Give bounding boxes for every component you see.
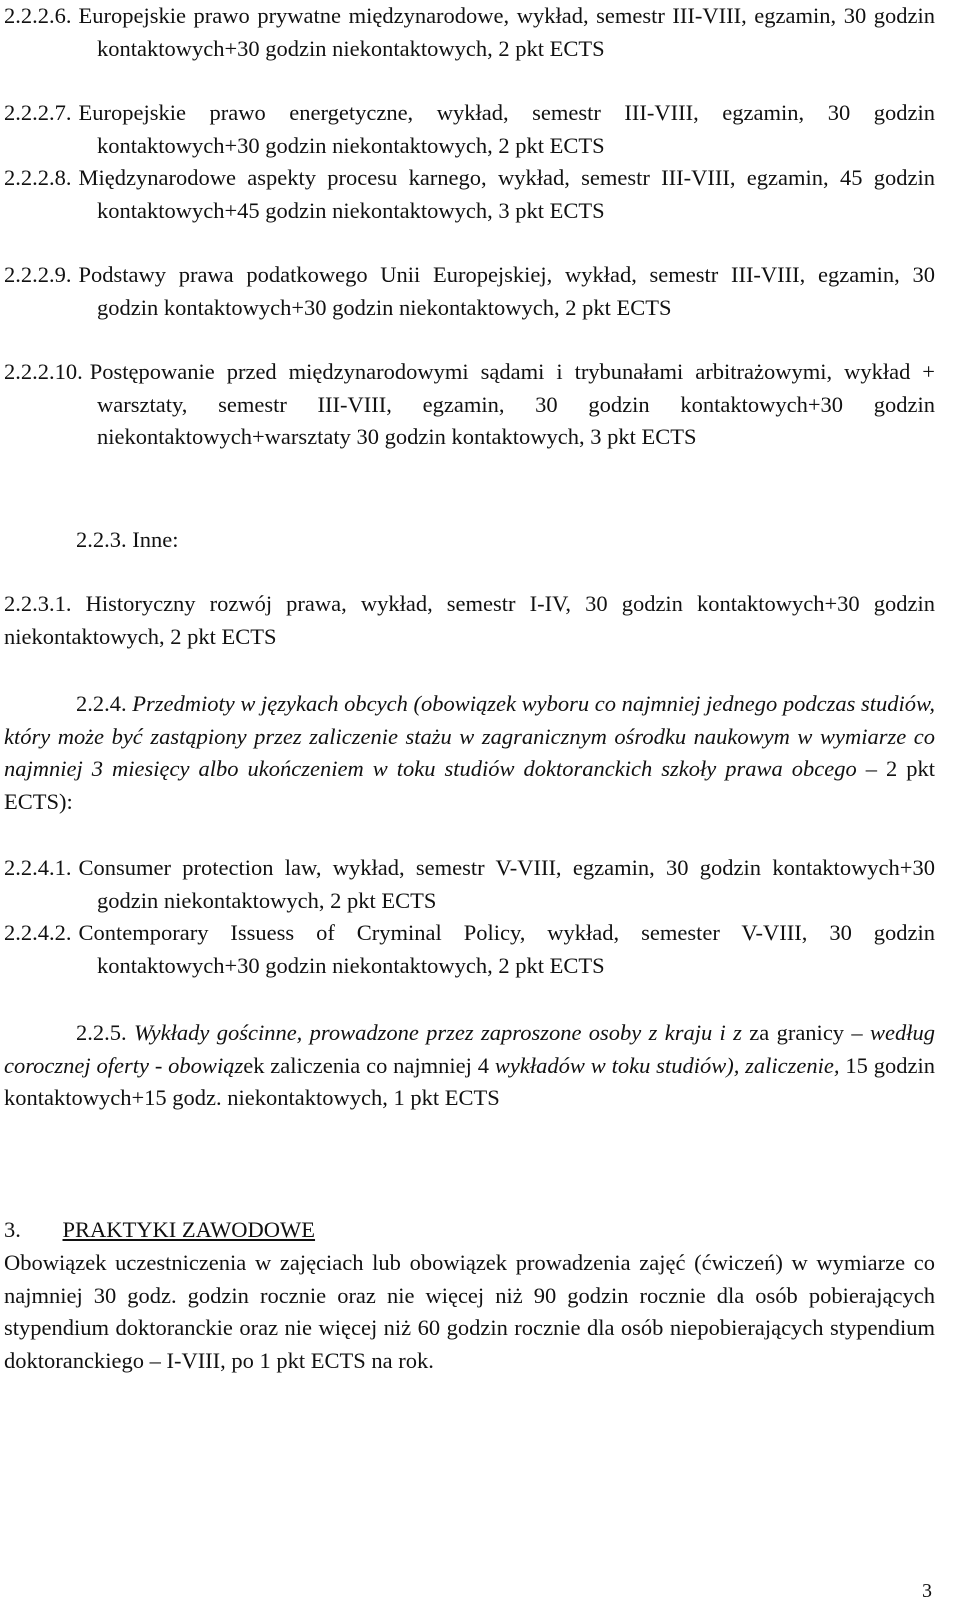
section-italic-text: – według corocznej oferty - obowiąz <box>4 1020 935 1078</box>
item-number: 2.2.4.2. <box>4 920 72 945</box>
section-text: za granicy <box>749 1020 845 1045</box>
section-paragraph <box>4 688 935 818</box>
section-text: 15 godzin kontaktowych+15 godz. niekontaktowych, 1 pkt ECTS <box>4 1052 935 1110</box>
section-heading: 2.2.3. Inne: <box>76 527 179 552</box>
chapter-title: PRAKTYKI ZAWODOWE <box>62 1217 316 1242</box>
item-text: Europejskie prawo prywatne międzynarodowe, wykład, semestr III-VIII, egzamin, 30 godzin kontaktowych+30 godzin niekontaktowych, 2 pkt ECTS <box>78 3 935 61</box>
list-item <box>4 97 935 162</box>
chapter-number: 3. <box>4 1217 21 1242</box>
list-item <box>4 588 935 653</box>
list-item <box>4 917 935 982</box>
item-number: 2.2.3.1. <box>4 591 72 616</box>
item-number: 2.2.4.1. <box>4 855 72 880</box>
item-number: 2.2.2.10. <box>4 359 83 384</box>
item-number: 2.2.2.8. <box>4 165 72 190</box>
list-item <box>4 852 935 917</box>
section-italic-text: Przedmioty w językach obcych (obowiązek wyboru co najmniej jednego podczas studiów, który może być zastąpiony przez zaliczenie stażu w zagranicznym ośrodku naukowym w wymiarze co najmniej 3 miesięcy albo ukończeniem w toku studiów doktoranckich szkoły prawa obcego – <box>4 691 936 781</box>
item-text: Międzynarodowe aspekty procesu karnego, wykład, semestr III-VIII, egzamin, 45 godzin kontaktowych+45 godzin niekontaktowych, 3 pkt ECTS <box>78 165 935 223</box>
item-text: Europejskie prawo energetyczne, wykład, semestr III-VIII, egzamin, 30 godzin kontaktowych+30 godzin niekontaktowych, 2 pkt ECTS <box>78 100 935 158</box>
section-number: 2.2.4. <box>76 691 127 716</box>
section-number: 2.2.5. <box>76 1020 127 1045</box>
section-paragraph <box>4 1017 935 1115</box>
list-item <box>4 356 935 454</box>
list-item <box>4 0 935 65</box>
list-item <box>4 162 935 227</box>
item-text: Postępowanie przed międzynarodowymi sądami i trybunałami arbitrażowymi, wykład + warsztaty, semestr III-VIII, egzamin, 30 godzin kontaktowych+30 godzin niekontaktowych+warsztaty 30 godzin kontaktowych, 3 pkt ECTS <box>89 359 935 449</box>
item-number: 2.2.2.7. <box>4 100 72 125</box>
item-number: 2.2.2.6. <box>4 3 72 28</box>
section-text: 2 pkt ECTS): <box>4 756 935 814</box>
chapter-heading <box>4 1214 935 1247</box>
section-italic-text: wykładów w toku studiów), zaliczenie, <box>494 1052 840 1078</box>
item-text: Contemporary Issuess of Cryminal Policy, wykład, semester V-VIII, 30 godzin kontaktowych+30 godzin niekontaktowych, 2 pkt ECTS <box>78 920 935 978</box>
item-text: Podstawy prawa podatkowego Unii Europejskiej, wykład, semestr III-VIII, egzamin, 30 godzin kontaktowych+30 godzin niekontaktowych, 2 pkt ECTS <box>78 262 935 320</box>
section-italic-text: Wykłady gościnne, prowadzone przez zaproszone osoby z kraju i z <box>133 1020 742 1045</box>
item-text: Historyczny rozwój prawa, wykład, semestr I-IV, 30 godzin kontaktowych+30 godzin niekontaktowych, 2 pkt ECTS <box>4 591 935 649</box>
item-number: 2.2.2.9. <box>4 262 72 287</box>
section-text: ek zaliczenia co najmniej 4 <box>243 1052 490 1078</box>
chapter-paragraph: Obowiązek uczestniczenia w zajęciach lub obowiązek prowadzenia zajęć (ćwiczeń) w wymiarze co najmniej 30 godz. godzin rocznie oraz nie więcej niż 90 godzin rocznie dla osób pobierających stypendium doktoranckie oraz nie więcej niż 60 godzin rocznie dla osób niepobierających stypendium doktoranckiego – I-VIII, po 1 pkt ECTS na rok. <box>4 1250 935 1373</box>
page-number: 3 <box>922 1579 932 1602</box>
item-text: Consumer protection law, wykład, semestr V-VIII, egzamin, 30 godzin kontaktowych+30 godzin niekontaktowych, 2 pkt ECTS <box>78 855 935 913</box>
list-item <box>4 259 935 324</box>
